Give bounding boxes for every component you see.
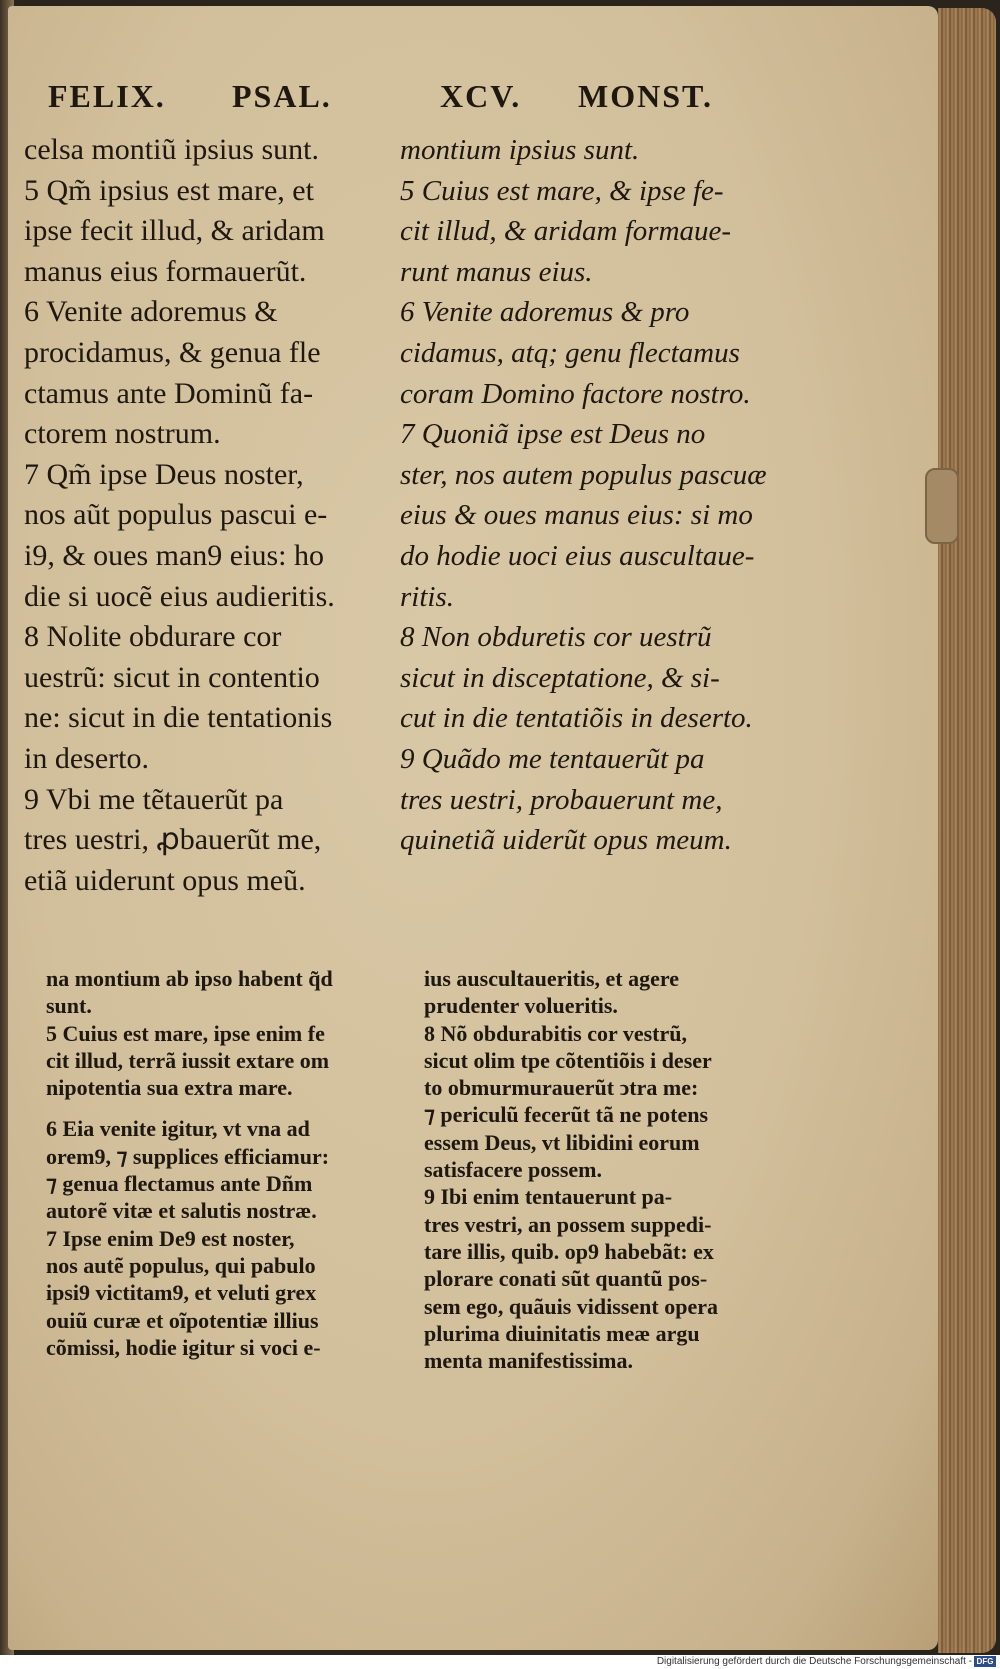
left-commentary-line: ipsi9 victitam9, et veluti grex <box>46 1280 317 1306</box>
right-line: sicut in disceptatione, & si- <box>400 661 720 694</box>
page-edges <box>938 8 996 1653</box>
left-line: tres uestri, ꝓbauerũt me, <box>24 823 322 857</box>
left-line: 7 Qm̃ ipse Deus noster, <box>24 457 304 491</box>
right-text-column <box>400 130 815 861</box>
left-commentary <box>46 965 406 1361</box>
left-line: i9, & oues man9 eius: ho <box>24 538 324 572</box>
right-line: 8 Non obduretis cor uestrũ <box>400 621 712 654</box>
left-line: uestrũ: sicut in contentio <box>24 660 320 694</box>
left-commentary-line: cit illud, terrã iussit extare om <box>46 1047 330 1073</box>
left-commentary-line: cõmissi, hodie igitur si voci e- <box>46 1334 321 1360</box>
right-line: 6 Venite adoremus & pro <box>400 296 690 329</box>
left-commentary-line: ouiũ curæ et oĩpotentiæ illius <box>46 1307 319 1333</box>
right-line: do hodie uoci eius auscultaue- <box>400 539 755 572</box>
footer-credit: Digitalisierung gefördert durch die Deutsche Forschungsgemeinschaft - <box>656 1656 972 1667</box>
dfg-logo: DFG <box>974 1656 996 1667</box>
right-line: 5 Cuius est mare, & ipse fe- <box>400 174 724 207</box>
right-line: ster, nos autem populus pascuæ <box>400 458 767 491</box>
left-commentary-line: 7 Ipse enim De9 est noster, <box>46 1225 295 1251</box>
left-commentary-line: orem9, ⁊ supplices efficiamur: <box>46 1143 330 1169</box>
left-commentary-line: nos autẽ populus, qui pabulo <box>46 1252 316 1278</box>
commentary-paragraph-gap <box>46 1101 406 1115</box>
right-commentary-line: to obmurmurauerũt ↄtra me: <box>424 1075 699 1101</box>
right-commentary-line: 8 Nõ obdurabitis cor vestrũ, <box>424 1020 687 1046</box>
running-head-monst: MONST. <box>578 78 713 114</box>
right-line: coram Domino factore nostro. <box>400 377 751 410</box>
left-line: 6 Venite adoremus & <box>24 295 278 329</box>
right-commentary <box>424 965 824 1374</box>
right-line: quinetiã uiderũt opus meum. <box>400 824 732 857</box>
right-commentary-line: 9 Ibi enim tentauerunt pa- <box>424 1184 673 1210</box>
right-line: cidamus, atq; genu flectamus <box>400 336 740 369</box>
right-commentary-line: ius auscultaueritis, et agere <box>424 966 680 991</box>
right-commentary-line: prudenter volueritis. <box>424 993 618 1019</box>
right-commentary-line: tare illis, quib. op9 habebãt: ex <box>424 1238 714 1264</box>
left-line: celsa montiũ ipsius sunt. <box>24 133 319 166</box>
digitization-footer <box>0 1655 1000 1669</box>
running-head-felix: FELIX. <box>48 78 166 114</box>
left-text-column <box>24 130 394 901</box>
left-line: ctamus ante Dominũ fa- <box>24 376 314 410</box>
running-head-xcv: XCV. <box>440 78 522 114</box>
right-commentary-line: ⁊ periculũ fecerũt tã ne potens <box>424 1102 709 1128</box>
left-commentary-line: na montium ab ipso habent q̃d <box>46 966 333 991</box>
left-line: 9 Vbi me tẽtauerũt pa <box>24 782 284 816</box>
running-head-psal: PSAL. <box>232 78 332 114</box>
left-line: etiã uiderunt opus meũ. <box>24 863 306 897</box>
left-line: in deserto. <box>24 741 149 775</box>
left-commentary-line: ⁊ genua flectamus ante Dñm <box>46 1171 313 1197</box>
right-line: cit illud, & aridam formaue- <box>400 215 732 248</box>
left-line: nos aũt populus pascui e- <box>24 498 328 532</box>
right-commentary-line: tres vestri, an possem suppedi- <box>424 1211 712 1237</box>
left-commentary-line: sunt. <box>46 993 92 1019</box>
right-commentary-line: sem ego, quãuis vidissent opera <box>424 1293 718 1319</box>
left-commentary-line: 5 Cuius est mare, ipse enim fe <box>46 1020 325 1046</box>
left-commentary-line: autorẽ vitæ et salutis nostræ. <box>46 1198 317 1224</box>
right-commentary-line: sicut olim tpe cõtentiõis i deser <box>424 1047 712 1073</box>
right-commentary-line: plorare conati sũt quantũ pos- <box>424 1266 708 1292</box>
right-line: eius & oues manus eius: si mo <box>400 499 753 532</box>
left-commentary-line: 6 Eia venite igitur, vt vna ad <box>46 1116 310 1142</box>
left-line: die si uocẽ eius audieritis. <box>24 579 335 613</box>
left-line: manus eius formauerũt. <box>24 254 307 288</box>
left-line: ne: sicut in die tentationis <box>24 701 333 735</box>
right-line: runt manus eius. <box>400 255 593 288</box>
left-commentary-line: nipotentia sua extra mare. <box>46 1075 293 1101</box>
right-line: 7 Quoniã ipse est Deus no <box>400 418 706 451</box>
left-line: 8 Nolite obdurare cor <box>24 620 282 654</box>
right-commentary-line: plurima diuinitatis meæ argu <box>424 1320 700 1346</box>
right-line: 9 Quãdo me tentauerũt pa <box>400 742 705 775</box>
right-line: tres uestri, probauerunt me, <box>400 783 723 816</box>
left-line: 5 Qm̃ ipsius est mare, et <box>24 173 314 207</box>
right-line: ritis. <box>400 580 454 613</box>
right-line: cut in die tentatiõis in deserto. <box>400 702 753 735</box>
right-line: montium ipsius sunt. <box>400 134 640 166</box>
left-line: ipse fecit illud, & aridam <box>24 214 325 248</box>
right-commentary-line: satisfacere possem. <box>424 1157 602 1183</box>
left-line: procidamus, & genua fle <box>24 335 321 369</box>
right-commentary-line: menta manifestissima. <box>424 1348 633 1374</box>
right-commentary-line: essem Deus, vt libidini eorum <box>424 1129 700 1155</box>
left-line: ctorem nostrum. <box>24 417 221 451</box>
page-clasp <box>925 468 959 544</box>
